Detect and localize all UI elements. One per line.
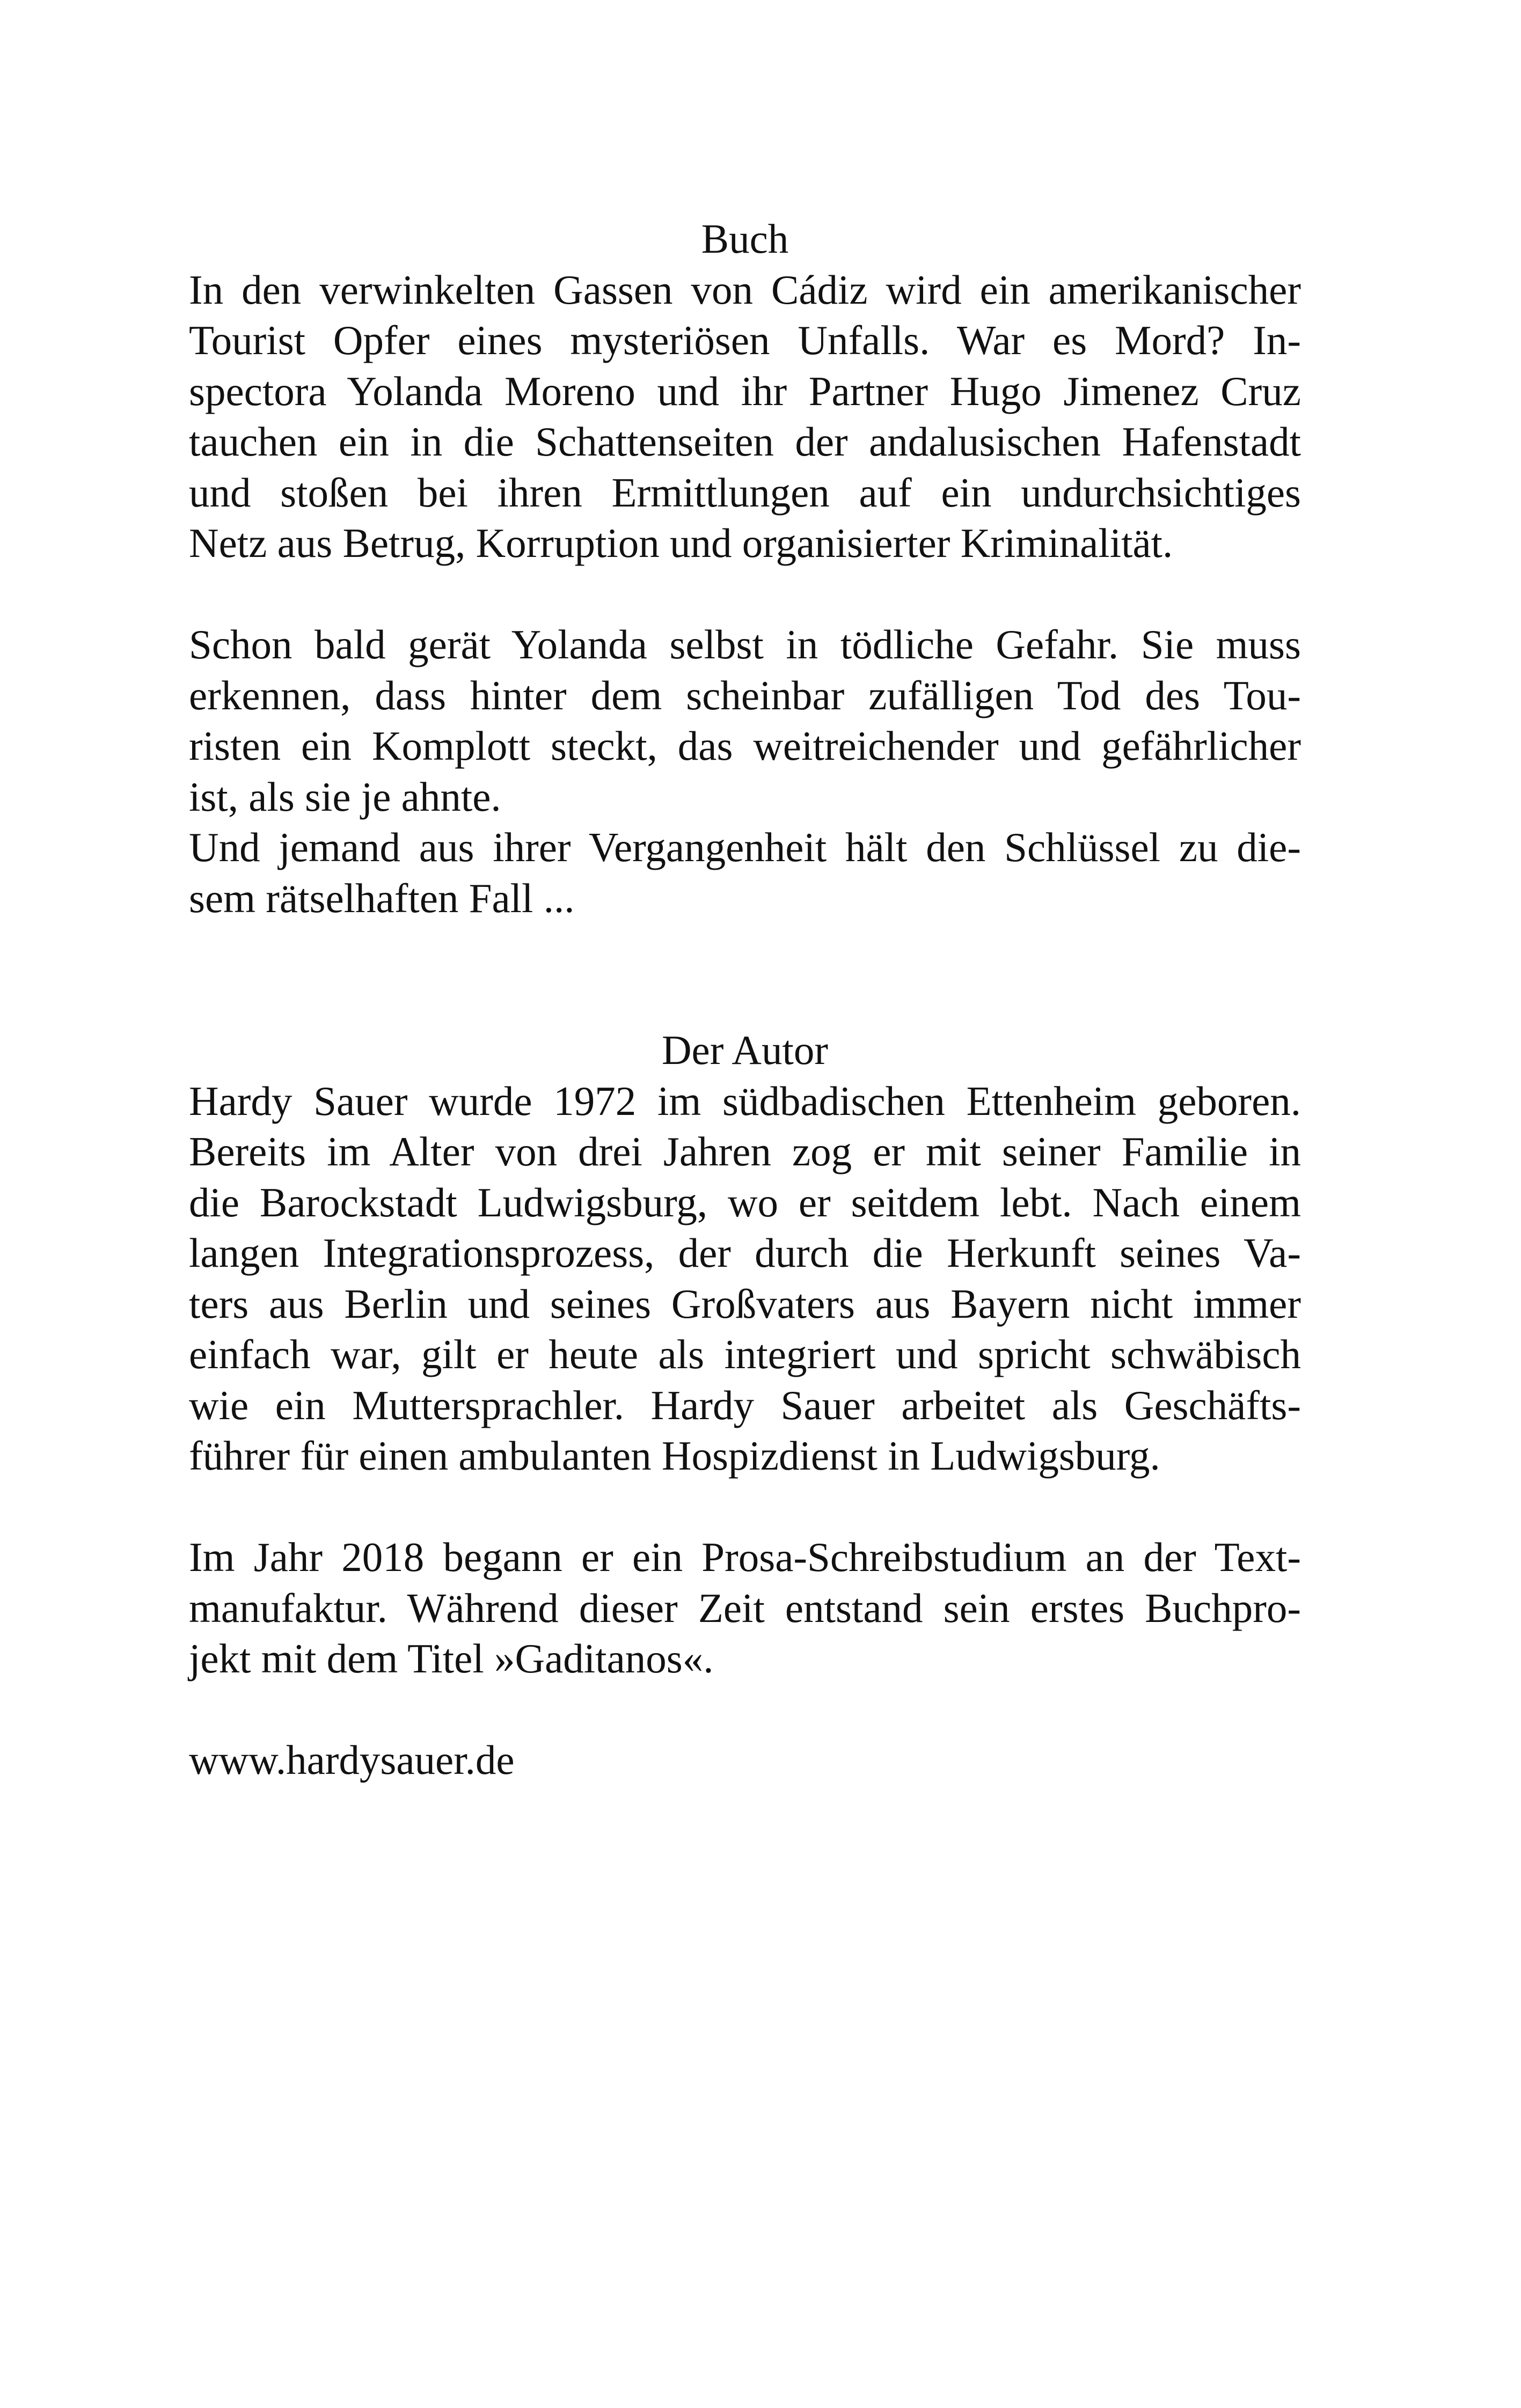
text-line: manufaktur. Während dieser Zeit entstand sein erstes Buchpro-: [189, 1584, 1301, 1631]
author-paragraph-2: [189, 1532, 1301, 1684]
text-line: Hardy Sauer wurde 1972 im südbadischen Ettenheim geboren.: [189, 1077, 1301, 1124]
text-line: führer für einen ambulanten Hospizdienst in Ludwigsburg.: [189, 1433, 1160, 1479]
paragraph-gap: [189, 1684, 1301, 1735]
text-line: Bereits im Alter von drei Jahren zog er mit seiner Familie in: [189, 1128, 1301, 1174]
text-line: sem rätselhaften Fall ...: [189, 875, 575, 921]
text-line: und stoßen bei ihren Ermittlungen auf ein undurchsichtiges: [189, 469, 1301, 516]
book-heading: Buch: [701, 216, 789, 262]
text-line: ters aus Berlin und seines Großvaters aus Bayern nicht immer: [189, 1280, 1301, 1327]
text-line: erkennen, dass hinter dem scheinbar zufälligen Tod des Tou-: [189, 672, 1301, 718]
book-paragraph-1: [189, 265, 1301, 569]
paragraph-gap: [189, 1481, 1301, 1532]
text-column: [189, 214, 1301, 1786]
text-line: tauchen ein in die Schattenseiten der andalusischen Hafenstadt: [189, 419, 1301, 465]
text-line: die Barockstadt Ludwigsburg, wo er seitdem lebt. Nach einem: [189, 1179, 1301, 1225]
author-paragraph-1: [189, 1076, 1301, 1481]
author-website: www.hardysauer.de: [189, 1737, 515, 1783]
author-heading: Der Autor: [661, 1027, 829, 1073]
paragraph-gap: [189, 569, 1301, 620]
text-line: einfach war, gilt er heute als integriert und spricht schwäbisch: [189, 1331, 1301, 1377]
text-line: jekt mit dem Titel »Gaditanos«.: [189, 1635, 714, 1682]
text-line: spectora Yolanda Moreno und ihr Partner Hugo Jimenez Cruz: [189, 368, 1301, 414]
text-line: Und jemand aus ihrer Vergangenheit hält den Schlüssel zu die-: [189, 824, 1301, 870]
book-paragraph-3: [189, 822, 1301, 923]
section-gap: [189, 923, 1301, 1025]
text-line: Schon bald gerät Yolanda selbst in tödliche Gefahr. Sie muss: [189, 621, 1301, 667]
book-paragraph-2: [189, 619, 1301, 822]
text-line: Tourist Opfer eines mysteriösen Unfalls. War es Mord? In-: [189, 317, 1301, 363]
text-line: Netz aus Betrug, Korruption und organisierter Kriminalität.: [189, 520, 1173, 566]
text-line: risten ein Komplott steckt, das weitreichender und gefährlicher: [189, 723, 1301, 769]
text-line: langen Integrationsprozess, der durch die Herkunft seines Va-: [189, 1230, 1301, 1276]
text-line: ist, als sie je ahnte.: [189, 773, 501, 820]
text-line: wie ein Muttersprachler. Hardy Sauer arbeitet als Geschäfts-: [189, 1382, 1301, 1428]
text-line: Im Jahr 2018 begann er ein Prosa-Schreibstudium an der Text-: [189, 1534, 1301, 1580]
text-line: In den verwinkelten Gassen von Cádiz wird ein amerikanischer: [189, 266, 1301, 313]
